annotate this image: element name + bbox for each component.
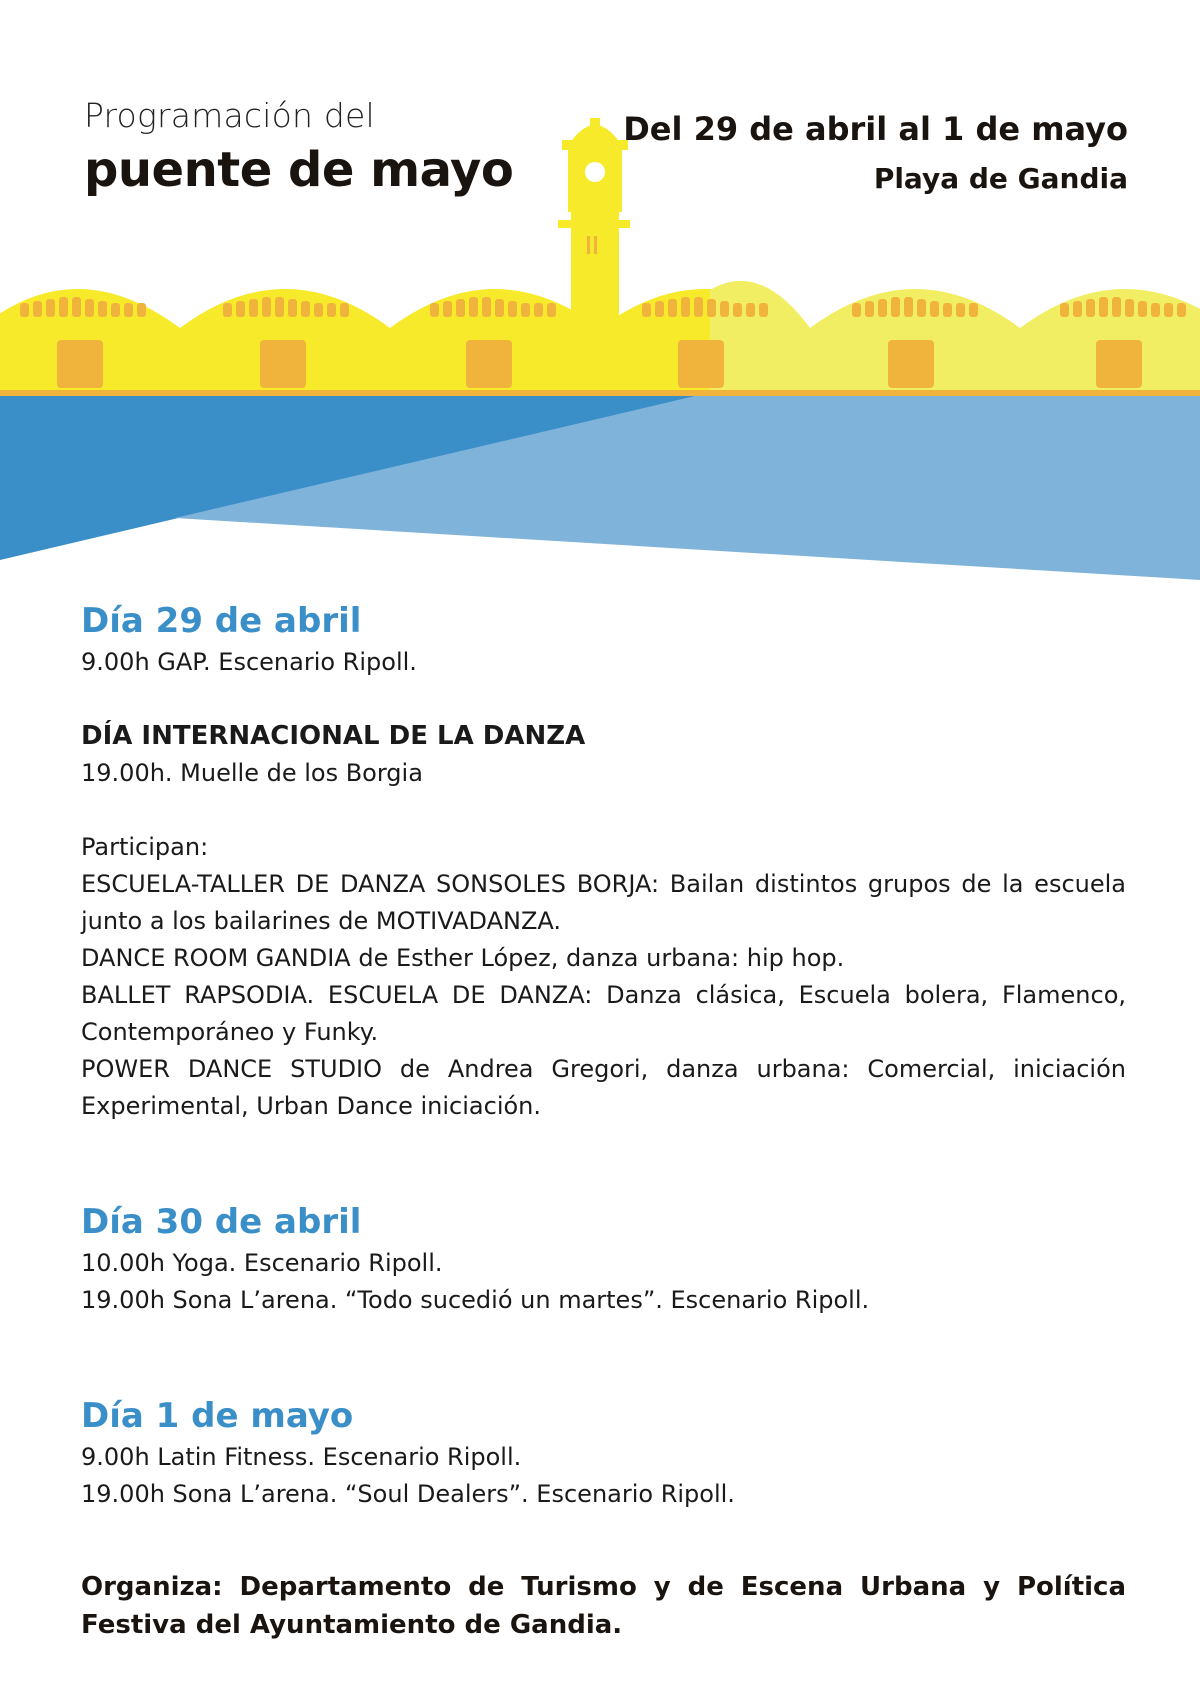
day-heading: Día 29 de abril (81, 601, 362, 641)
participant-item: ESCUELA-TALLER DE DANZA SONSOLES BORJA: Bailan distintos grupos de la escuela junto a los bailarines de MOTIVADANZA. (81, 870, 1126, 935)
event-line: 19.00h Sona L’arena. “Todo sucedió un martes”. Escenario Ripoll. (81, 1286, 870, 1314)
program-content (81, 598, 1126, 1513)
day-section-1-may (81, 1393, 1126, 1513)
header-illustration (0, 0, 1200, 600)
event-line: 19.00h. Muelle de los Borgia (81, 759, 423, 787)
participants-label: Participan: (81, 833, 209, 861)
quay-line (0, 390, 1200, 396)
date-range: Del 29 de abril al 1 de mayo (623, 110, 1128, 148)
event-place: Playa de Gandia (873, 162, 1128, 195)
day-section-29-april (81, 598, 1126, 1125)
participant-item: POWER DANCE STUDIO de Andrea Gregori, danza urbana: Comercial, iniciación Experimental, Urban Dance iniciación. (81, 1055, 1126, 1120)
title-small: Programación del (84, 96, 375, 135)
dance-day-title: DÍA INTERNACIONAL DE LA DANZA (81, 721, 586, 751)
clock-icon (585, 162, 605, 182)
event-line: 9.00h GAP. Escenario Ripoll. (81, 648, 417, 676)
clock-tower (558, 118, 630, 330)
day-heading: Día 1 de mayo (81, 1396, 354, 1436)
event-line: 19.00h Sona L’arena. “Soul Dealers”. Escenario Ripoll. (81, 1480, 735, 1508)
participant-item: BALLET RAPSODIA. ESCUELA DE DANZA: Danza clásica, Escuela bolera, Flamenco, Contemporáneo y Funky. (81, 981, 1126, 1046)
organizer-credit: Organiza: Departamento de Turismo y de Escena Urbana y Política Festiva del Ayuntamiento de Gandia. (81, 1572, 1126, 1640)
day-heading: Día 30 de abril (81, 1202, 362, 1242)
participant-item: DANCE ROOM GANDIA de Esther López, danza urbana: hip hop. (81, 944, 845, 972)
day-section-30-april (81, 1199, 1126, 1319)
page-title: puente de mayo (84, 142, 514, 198)
event-line: 9.00h Latin Fitness. Escenario Ripoll. (81, 1443, 522, 1471)
event-line: 10.00h Yoga. Escenario Ripoll. (81, 1249, 443, 1277)
